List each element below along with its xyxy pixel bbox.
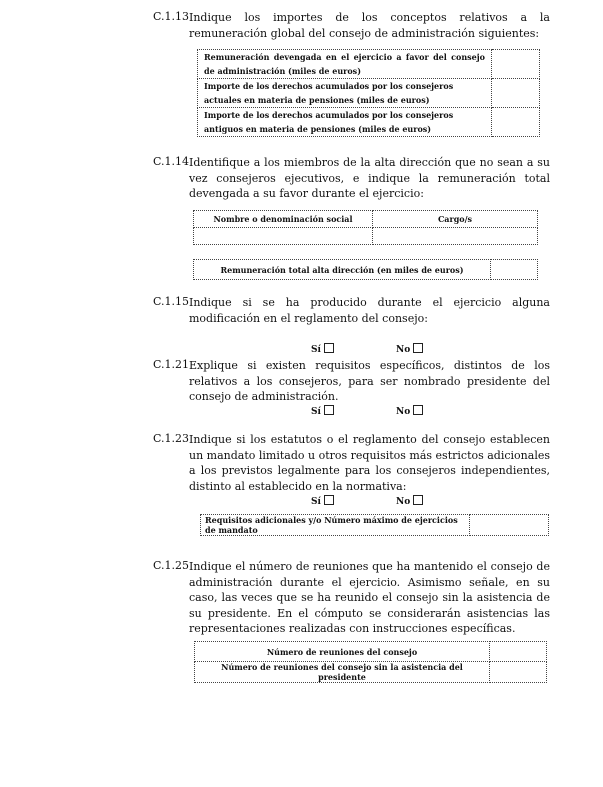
question-text: Explique si existen requisitos específicos, distintos de los relativos a los consejeros, para ser nombrado presidente del consejo de administración. xyxy=(189,359,550,403)
table-row xyxy=(198,79,540,108)
no-label: No xyxy=(396,497,411,507)
question-number: C.1.15 xyxy=(153,295,190,308)
question-text: Indique si los estatutos o el reglamento del consejo establecen un mandato limitado u otros requisitos más estrictos adicionales a los previstos legalmente para los consejeros independientes, distinto al establecido en la normativa: xyxy=(189,433,550,493)
yes-option[interactable] xyxy=(311,405,334,417)
table-row xyxy=(198,50,540,79)
question-number: C.1.14 xyxy=(153,155,190,168)
remuneration-table xyxy=(197,49,540,137)
table-cell-value[interactable] xyxy=(470,515,549,536)
yes-checkbox[interactable] xyxy=(324,495,334,505)
senior-management-table xyxy=(193,210,538,245)
no-checkbox[interactable] xyxy=(413,495,423,505)
table-row xyxy=(198,108,540,137)
column-header-name: Nombre o denominación social xyxy=(194,211,373,228)
no-checkbox[interactable] xyxy=(413,405,423,415)
table-cell-label: Remuneración total alta dirección (en miles de euros) xyxy=(194,260,491,280)
question-number: C.1.23 xyxy=(153,432,190,445)
no-label: No xyxy=(396,407,411,417)
yes-checkbox[interactable] xyxy=(324,343,334,353)
table-cell-position[interactable] xyxy=(373,228,538,245)
table-cell-value[interactable] xyxy=(491,260,538,280)
yes-option[interactable] xyxy=(311,343,334,355)
total-remuneration-table xyxy=(193,259,538,280)
meetings-table xyxy=(194,641,547,683)
table-cell-value[interactable] xyxy=(490,642,547,662)
yes-checkbox[interactable] xyxy=(324,405,334,415)
table-cell-label: Importe de los derechos acumulados por los consejeros actuales en materia de pensiones (miles de euros) xyxy=(198,79,492,108)
yes-option[interactable] xyxy=(311,495,334,507)
no-checkbox[interactable] xyxy=(413,343,423,353)
table-cell-value[interactable] xyxy=(490,662,547,683)
table-cell-label: Remuneración devengada en el ejercicio a favor del consejo de administración (miles de euros) xyxy=(198,50,492,79)
table-cell-value[interactable] xyxy=(492,79,540,108)
question-number: C.1.25 xyxy=(153,559,190,572)
table-cell-label: Número de reuniones del consejo xyxy=(195,642,490,662)
no-option[interactable] xyxy=(396,495,423,507)
table-cell-value[interactable] xyxy=(492,50,540,79)
yes-label: Sí xyxy=(311,345,321,355)
yes-label: Sí xyxy=(311,497,321,507)
table-cell-value[interactable] xyxy=(492,108,540,137)
table-header-row xyxy=(194,211,538,228)
table-row xyxy=(194,260,538,280)
no-label: No xyxy=(396,345,411,355)
no-option[interactable] xyxy=(396,343,423,355)
table-row xyxy=(194,228,538,245)
question-number: C.1.21 xyxy=(153,358,190,371)
question-text: Indique los importes de los conceptos relativos a la remuneración global del consejo de administración siguientes: xyxy=(189,11,550,40)
question-text: Indique el número de reuniones que ha mantenido el consejo de administración durante el ejercicio. Asimismo señale, en su caso, las veces que se ha reunido el consejo sin la asistencia de su presidente. En el cómputo se considerarán asistencias las representaciones realizadas con instrucciones específicas. xyxy=(189,560,550,635)
table-cell-label: Importe de los derechos acumulados por los consejeros antiguos en materia de pensiones (miles de euros) xyxy=(198,108,492,137)
no-option[interactable] xyxy=(396,405,423,417)
question-number: C.1.13 xyxy=(153,10,190,23)
column-header-position: Cargo/s xyxy=(373,211,538,228)
question-text: Indique si se ha producido durante el ejercicio alguna modificación en el reglamento del consejo: xyxy=(189,296,550,325)
table-cell-label: Requisitos adicionales y/o Número máximo de ejercicios de mandato xyxy=(201,515,470,536)
table-row xyxy=(195,642,547,662)
question-text: Identifique a los miembros de la alta dirección que no sean a su vez consejeros ejecutivos, e indique la remuneración total devengada a su favor durante el ejercicio: xyxy=(189,156,550,200)
table-row xyxy=(195,662,547,683)
additional-requirements-table xyxy=(200,514,549,536)
table-row xyxy=(201,515,549,536)
table-cell-label: Número de reuniones del consejo sin la asistencia del presidente xyxy=(195,662,490,683)
yes-label: Sí xyxy=(311,407,321,417)
table-cell-name[interactable] xyxy=(194,228,373,245)
